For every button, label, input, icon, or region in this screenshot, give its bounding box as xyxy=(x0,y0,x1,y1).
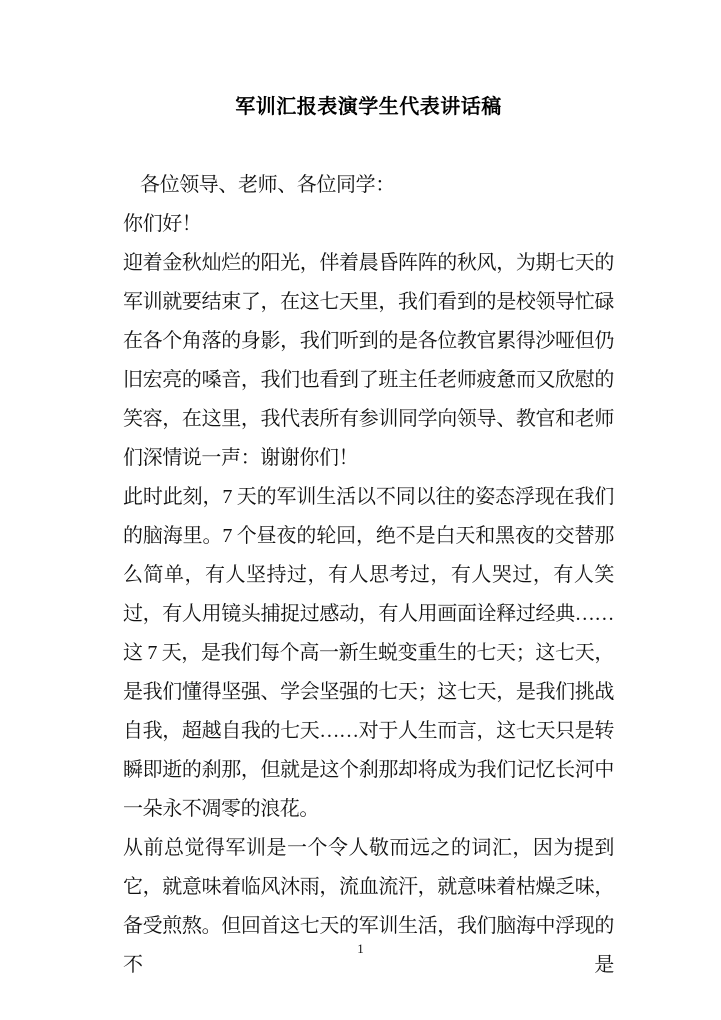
paragraph-body-3: 从前总觉得军训是一个令人敬而远之的词汇，因为提到它，就意味着临风沐雨，流血流汗，就意味着枯燥乏味，备受煎熬。但回首这七天的军训生活，我们脑海中浮现的不是 xyxy=(123,837,614,976)
document-title: 军训汇报表演学生代表讲话稿 xyxy=(235,96,502,118)
paragraph-salutation: 你们好！ xyxy=(123,213,202,235)
paragraph-body-1: 迎着金秋灿烂的阳光，伴着晨昏阵阵的秋风，为期七天的军训就要结束了，在这七天里，我们看到的是校领导忙碌在各个角落的身影，我们听到的是各位教官累得沙哑但仍旧宏亮的嗓音，我们也看到了班主任老师疲惫而又欣慰的笑容，在这里，我代表所有参训同学向领导、教官和老师们深情说一声：谢谢你们！ xyxy=(123,252,614,469)
paragraph-body-2: 此时此刻，7 天的军训生活以不同以往的姿态浮现在我们的脑海里。7 个昼夜的轮回，绝不是白天和黑夜的交替那么简单，有人坚持过，有人思考过，有人哭过，有人笑过，有人用镜头捕捉过感动，有人用画面诠释过经典……这 7 天，是我们每个高一新生蜕变重生的七天；这七天，是我们懂得坚强、学会坚强的七天；这七天，是我们挑战自我，超越自我的七天……对于人生而言，这七天只是转瞬即逝的刹那，但就是这个刹那却将成为我们记忆长河中一朵永不凋零的浪花。 xyxy=(123,486,614,820)
paragraph-greeting: 各位领导、老师、各位同学： xyxy=(140,174,395,196)
document-body xyxy=(123,88,614,985)
page-number: 1 xyxy=(357,941,364,956)
